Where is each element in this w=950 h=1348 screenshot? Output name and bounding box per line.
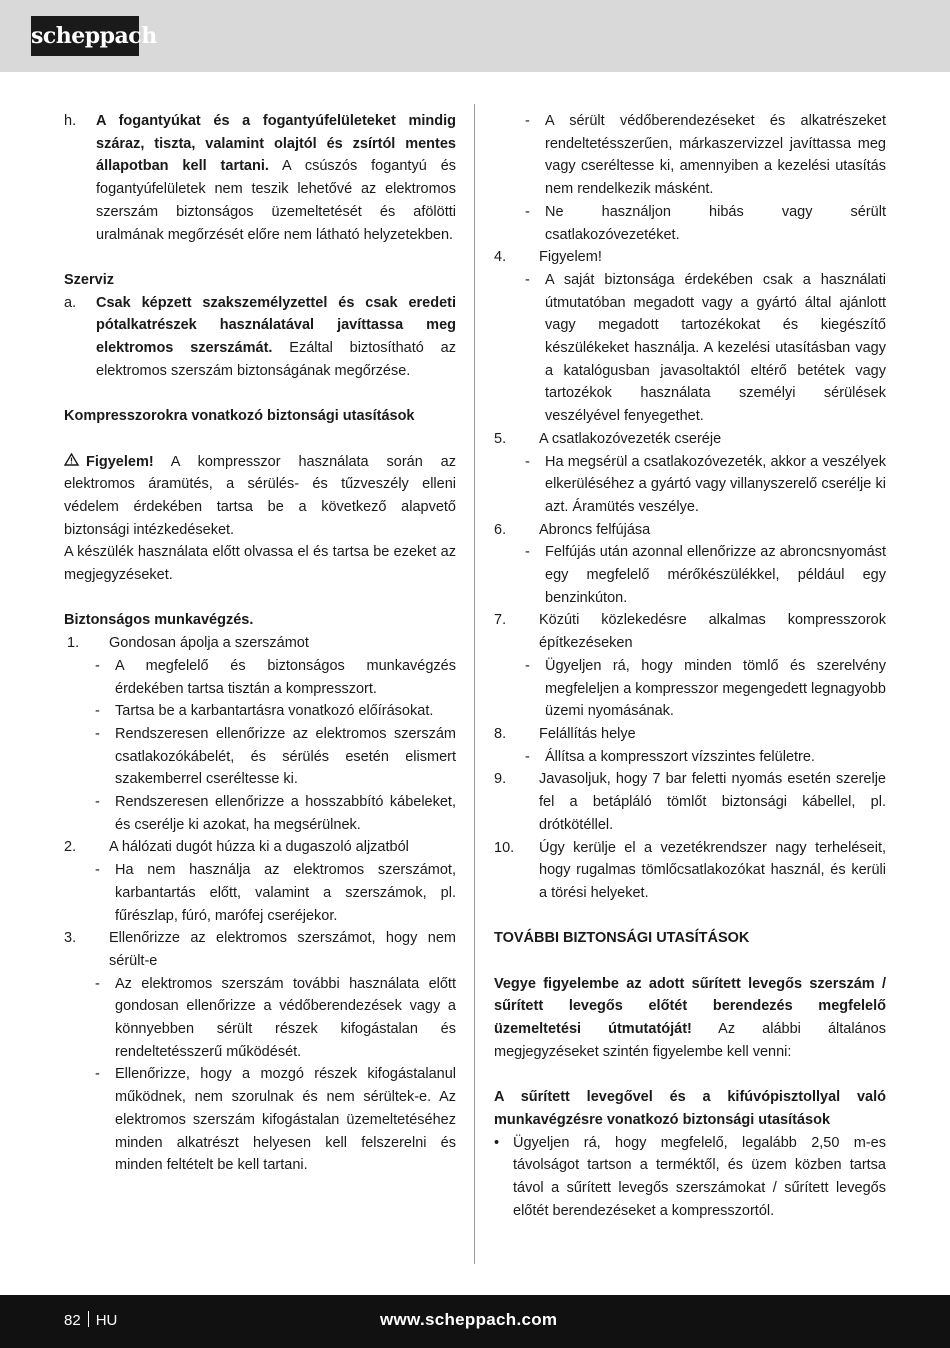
dash-item: - Tartsa be a karbantartásra vonatkozó előírásokat. [95, 703, 434, 720]
item-title: Javasoljuk, hogy 7 bar feletti nyomás esetén szerelje fel a betápláló tömlőt biztonsági kábellel, pl. drótkötéllel. [539, 771, 886, 833]
item-title: Közúti közlekedésre alkalmas kompresszorok építkezéseken [539, 612, 886, 652]
warning-text: A kompresszor használata során az elektromos áramütés, a sérülés- és tűzveszély elleni védelem érdekében tartsa be a következő alapvető biztonsági intézkedéseket. [64, 453, 456, 538]
numbered-item-8 [494, 723, 886, 746]
compressed-air-heading: A sűrített levegővel és a kifúvópisztollyal való munkavégzésre vonatkozó biztonsági utasítások [494, 1089, 886, 1128]
dash-item: - Felfújás után azonnal ellenőrizze az abroncsnyomást egy megfelelő mérőkészülékkel, például egy benzinkúton. [525, 544, 886, 606]
item-title: Úgy kerülje el a vezetékrendszer nagy terheléseit, hogy rugalmas tömlőcsatlakozókat használ, és kerüli a törési helyeket. [539, 839, 886, 901]
numbered-item-4 [494, 246, 886, 269]
item-title: Gondosan ápolja a szerszámot [109, 635, 309, 652]
dash-item: - Ha megsérül a csatlakozóvezeték, akkor a veszélyek elkerüléséhez a gyártó vagy villanyszerelő cserélje ki azt. Áramütés veszélye. [525, 453, 886, 515]
item-number: 8. [494, 725, 507, 742]
dash-item: - Rendszeresen ellenőrizze az elektromos szerszám csatlakozókábelét, és sérülés esetén elismert szakemberrel cseréltesse ki. [95, 725, 456, 788]
numbered-item-7 [494, 609, 886, 654]
item-label: a. [64, 294, 77, 311]
consider-paragraph [494, 973, 886, 1064]
numbered-item-1 [64, 632, 456, 655]
list-item-a [64, 292, 456, 383]
a-bold-text: Csak képzett szakszemélyzettel és csak eredeti pótalkatrészek használatával javíttassa meg elektromos szerszámát. [96, 294, 456, 357]
further-safety-heading: TOVÁBBI BIZTONSÁGI UTASÍTÁSOK [494, 930, 750, 947]
item-title: A csatlakozóvezeték cseréje [539, 430, 722, 447]
right-column [494, 110, 886, 1222]
consider-bold: Vegye figyelembe az adott sűrített levegős szerszám / sűrített levegős előtét berendezés megfelelő üzemeltetési útmutatóját! [494, 975, 886, 1038]
item-label: h. [64, 113, 77, 129]
service-heading: Szerviz [64, 271, 114, 288]
item-number: 7. [494, 612, 507, 629]
page-number: 82 [64, 1312, 81, 1329]
safe-work-heading: Biztonságos munkavégzés. [64, 612, 254, 629]
h-bold-text: A fogantyúkat és a fogantyúfelületeket mindig száraz, tiszta, valamint olajtól és zsírtól mentes állapotban kell tartani. [96, 113, 456, 175]
numbered-item-9 [494, 768, 886, 836]
page-footer [0, 1295, 950, 1348]
website-url: www.scheppach.com [380, 1310, 558, 1329]
read-instructions-text: A készülék használata előtt olvassa el és tartsa be ezeket az megjegyzéseket. [64, 544, 456, 584]
dash-item: - Ha nem használja az elektromos szerszámot, karbantartás előtt, valamint a szerszámok, pl. fűrészlap, fúró, marófej cseréjekor. [95, 862, 456, 924]
item-number: 1. [67, 635, 80, 652]
bullet-item: • Ügyeljen rá, hogy megfelelő, legalább 2,50 m-es távolságot tartson a terméktől, és üzem közben tartsa távol a sűrített levegős szerszámokat / sűrített levegős előtét berendezéseket a kompresszortól. [494, 1134, 886, 1219]
dash-item: - Ügyeljen rá, hogy minden tömlő és szerelvény megfeleljen a kompresszor megengedett legnagyobb üzemi nyomásának. [525, 657, 886, 720]
a-text: Ezáltal biztosítható az elektromos szerszám biztonságának megőrzése. [96, 340, 456, 379]
item-number: 9. [494, 771, 507, 788]
dash-item: - Az elektromos szerszám további használata előtt gondosan ellenőrizze a védőberendezések vagy a könnyebben sérült részek kifogástalan és rendeltetésszerű működését. [95, 975, 456, 1060]
dash-item: - Állítsa a kompresszort vízszintes felületre. [525, 748, 815, 765]
numbered-item-6 [494, 519, 886, 542]
item-title: Ellenőrizze az elektromos szerszámot, hogy nem sérült-e [109, 930, 456, 969]
numbered-item-2 [64, 836, 456, 859]
dash-item: - A megfelelő és biztonságos munkavégzés érdekében tartsa tisztán a kompresszort. [95, 657, 456, 697]
dash-item: - Rendszeresen ellenőrizze a hosszabbító kábeleket, és cserélje ki azokat, ha megsérülnek. [95, 794, 456, 833]
scheppach-logo: scheppach [31, 16, 139, 56]
numbered-item-3 [64, 927, 456, 972]
warning-bold: Figyelem! [86, 453, 154, 470]
compressor-heading: Kompresszorokra vonatkozó biztonsági utasítások [64, 408, 415, 425]
dash-item: - A saját biztonsága érdekében csak a használati útmutatóban megadott vagy a gyártó által ajánlott vagy megadott tartozékokat és kiegészítő készülékeket használja. A kezelési utasításban vagy a katalógusban javasoltaktól eltérő betétek vagy tartozékok használata személyi sérülések veszélyével fenyegethet. [525, 271, 886, 425]
warning-triangle-icon [64, 451, 80, 474]
warning-paragraph [64, 451, 456, 542]
item-number: 3. [64, 930, 77, 947]
column-divider [474, 104, 475, 1264]
page-indicator [64, 1310, 117, 1332]
item-title: A hálózati dugót húzza ki a dugaszoló aljzatból [109, 839, 409, 856]
item-title: Figyelem! [539, 249, 602, 266]
item-number: 6. [494, 521, 507, 538]
left-column [64, 110, 456, 1177]
page-header [0, 0, 950, 72]
list-item-h [64, 110, 456, 246]
language-code: HU [95, 1312, 118, 1329]
dash-item: - A sérült védőberendezéseket és alkatrészeket rendeltetésszerűen, márkaszervizzel javíttassa meg vagy cseréltesse ki, amennyiben a kezelési utasítás nem rendelkezik másként. [525, 113, 886, 198]
item-number: 5. [494, 430, 507, 447]
dash-item: - Ne használjon hibás vagy sérült csatlakozóvezetéket. [525, 203, 886, 243]
h-text: A csúszós fogantyú és fogantyúfelületek nem teszik lehetővé az elektromos szerszám biztonságos üzemeltetését és afölötti uralmának megőrzését előre nem látható helyzetekben. [96, 158, 457, 243]
item-number: 10. [494, 839, 515, 856]
item-title: Abroncs felfújása [539, 521, 651, 538]
dash-item: - Ellenőrizze, hogy a mozgó részek kifogástalanul működnek, nem szorulnak és nem sérültek-e. Az elektromos szerszám kifogástalan üzemeltetéséhez minden alkatrészt helyesen kell felszerelni és minden feltételt be kell tartani. [95, 1066, 456, 1174]
item-number: 2. [64, 839, 77, 856]
numbered-item-10 [494, 837, 886, 905]
numbered-item-5 [494, 428, 886, 451]
consider-text: Az alábbi általános megjegyzéseket szintén figyelembe kell venni: [494, 1021, 886, 1060]
item-title: Felállítás helye [539, 725, 636, 742]
item-number: 4. [494, 249, 507, 266]
